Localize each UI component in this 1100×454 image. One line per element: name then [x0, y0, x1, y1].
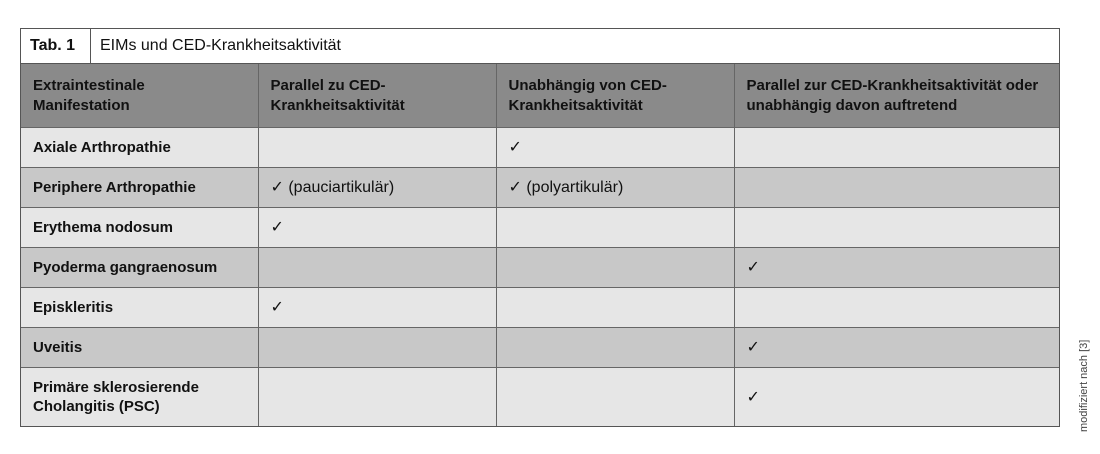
header-manifestation: Extraintestinale Manifestation: [21, 64, 258, 128]
table-row: [21, 368, 1059, 427]
row-label: Periphere Arthropathie: [21, 168, 258, 208]
cell-parallel: [258, 128, 496, 168]
row-label: Axiale Arthropathie: [21, 128, 258, 168]
row-label: Episkleritis: [21, 288, 258, 328]
cell-independent: ✓ (polyartikulär): [496, 168, 734, 208]
cell-independent: [496, 208, 734, 248]
eim-table: [21, 64, 1059, 426]
cell-both: ✓: [734, 328, 1059, 368]
cell-both: [734, 168, 1059, 208]
header-parallel: Parallel zu CED-Krankheitsaktivität: [258, 64, 496, 128]
cell-parallel: [258, 368, 496, 427]
cell-independent: [496, 248, 734, 288]
table-frame: [20, 28, 1060, 427]
cell-parallel: ✓: [258, 288, 496, 328]
cell-independent: [496, 368, 734, 427]
cell-parallel: [258, 248, 496, 288]
cell-both: [734, 128, 1059, 168]
table-row: [21, 248, 1059, 288]
row-label: Primäre sklerosierende Cholangitis (PSC): [21, 368, 258, 427]
row-label: Erythema nodosum: [21, 208, 258, 248]
cell-independent: [496, 288, 734, 328]
table-row: [21, 208, 1059, 248]
table-row: [21, 168, 1059, 208]
header-independent: Unabhängig von CED-Krankheitsaktivität: [496, 64, 734, 128]
table-number: Tab. 1: [21, 29, 91, 63]
header-both: Parallel zur CED-Krankheitsaktivität oder unabhängig davon auftretend: [734, 64, 1059, 128]
table-row: [21, 128, 1059, 168]
cell-independent: [496, 328, 734, 368]
row-label: Uveitis: [21, 328, 258, 368]
cell-both: [734, 288, 1059, 328]
source-note: modifiziert nach [3]: [1078, 339, 1090, 432]
cell-independent: ✓: [496, 128, 734, 168]
table-row: [21, 288, 1059, 328]
cell-both: ✓: [734, 368, 1059, 427]
row-label: Pyoderma gangraenosum: [21, 248, 258, 288]
header-row: [21, 64, 1059, 128]
table-title: EIMs und CED-Krankheitsaktivität: [100, 37, 341, 54]
cell-both: [734, 208, 1059, 248]
cell-both: ✓: [734, 248, 1059, 288]
table-row: [21, 328, 1059, 368]
cell-parallel: ✓ (pauciartikulär): [258, 168, 496, 208]
cell-parallel: ✓: [258, 208, 496, 248]
cell-parallel: [258, 328, 496, 368]
table-caption: [21, 29, 1059, 64]
